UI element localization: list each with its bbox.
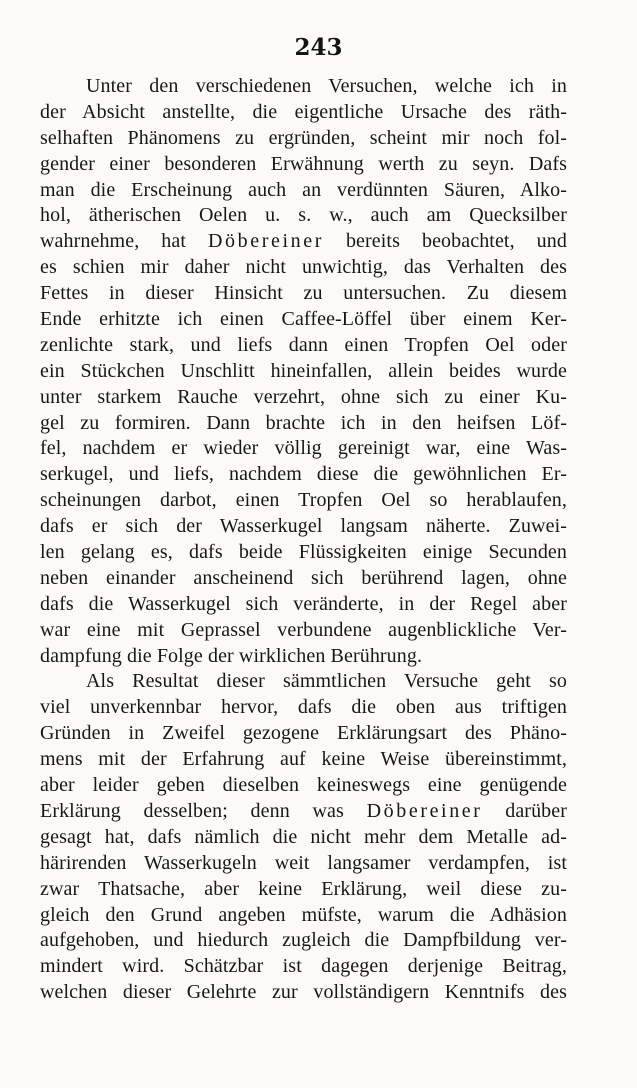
page-number: 243 bbox=[294, 34, 343, 61]
text-line: scheinungen darbot, einen Tropfen Oel so herablaufen, bbox=[40, 489, 567, 512]
text-line: Unter den verschiedenen Versuchen, welche ich in bbox=[86, 75, 567, 97]
text-line: ein Stückchen Unschlitt hineinfallen, allein beides wurde bbox=[40, 359, 567, 382]
paragraph-1 bbox=[40, 74, 567, 669]
text-line: viel unverkennbar hervor, dafs die oben aus triftigen bbox=[40, 696, 567, 719]
text-line: gender einer besonderen Erwähnung werth zu seyn. Dafs bbox=[40, 152, 567, 175]
text-line bbox=[40, 229, 567, 255]
text-line: len gelang es, dafs beide Flüssigkeiten einige Secunden bbox=[40, 541, 567, 564]
text-line: Als Resultat dieser sämmtlichen Versuche geht so bbox=[86, 670, 567, 693]
text-line: es schien mir daher nicht unwichtig, das Verhalten des bbox=[40, 256, 567, 279]
body-text bbox=[40, 74, 567, 1006]
author-name: Döbereiner bbox=[208, 230, 324, 253]
text-line: aufgehoben, und hiedurch zugleich die Dampfbildung ver- bbox=[40, 929, 567, 952]
text-line: dafs er sich der Wasserkugel langsam näherte. Zuwei- bbox=[40, 515, 567, 538]
text-line: härirenden Wasserkugeln weit langsamer verdampfen, ist bbox=[40, 851, 567, 874]
text-segment: bereits beobachtet, und bbox=[323, 230, 567, 253]
text-line: neben einander anscheinend sich berührend lagen, ohne bbox=[40, 566, 567, 589]
text-line: serkugel, und liefs, nachdem diese die gewöhnlichen Er- bbox=[40, 463, 567, 486]
text-line: selhaften Phänomens zu ergründen, scheint mir noch fol- bbox=[40, 126, 567, 149]
text-segment: darüber bbox=[482, 799, 568, 822]
text-line: der Absicht anstellte, die eigentliche Ursache des räth- bbox=[40, 100, 567, 123]
text-line: hol, ätherischen Oelen u. s. w., auch am Quecksilber bbox=[40, 204, 567, 227]
text-line: man die Erscheinung auch an verdünnten Säuren, Alko- bbox=[40, 178, 567, 201]
text-line: zwar Thatsache, aber keine Erklärung, weil diese zu- bbox=[40, 877, 567, 900]
author-name: Döbereiner bbox=[366, 799, 483, 822]
text-line bbox=[40, 799, 567, 825]
text-line: dampfung die Folge der wirklichen Berührung. bbox=[40, 644, 423, 667]
text-line: dafs die Wasserkugel sich veränderte, in der Regel aber bbox=[40, 592, 567, 615]
paragraph-2 bbox=[40, 669, 567, 1006]
text-line: unter starkem Rauche verzehrt, ohne sich zu einer Ku- bbox=[40, 385, 567, 408]
text-line: gel zu formiren. Dann brachte ich in den heifsen Löf- bbox=[40, 411, 567, 434]
text-line: gesagt hat, dafs nämlich die nicht mehr dem Metalle ad- bbox=[40, 825, 567, 848]
text-segment: wahrnehme, hat bbox=[40, 230, 209, 253]
text-line: Fettes in dieser Hinsicht zu untersuchen. Zu diesem bbox=[40, 282, 567, 305]
text-line: aber leider geben dieselben keineswegs eine genügende bbox=[40, 774, 567, 797]
text-line: welchen dieser Gelehrte zur vollständigern Kenntnifs des bbox=[40, 981, 567, 1004]
text-line: mens mit der Erfahrung auf keine Weise übereinstimmt, bbox=[40, 748, 567, 771]
text-line: war eine mit Geprassel verbundene augenblickliche Ver- bbox=[40, 618, 567, 641]
text-line: gleich den Grund angeben müfste, warum die Adhäsion bbox=[40, 903, 567, 926]
text-line: mindert wird. Schätzbar ist dagegen derjenige Beitrag, bbox=[40, 955, 567, 978]
text-line: Ende erhitzte ich einen Caffee-Löffel über einem Ker- bbox=[40, 308, 567, 331]
text-segment: Erklärung desselben; denn was bbox=[40, 799, 367, 822]
text-line: zenlichte stark, und liefs dann einen Tropfen Oel oder bbox=[40, 333, 567, 356]
text-line: Gründen in Zweifel gezogene Erklärungsart des Phäno- bbox=[40, 722, 567, 745]
text-line: fel, nachdem er wieder völlig gereinigt war, eine Was- bbox=[40, 437, 567, 460]
